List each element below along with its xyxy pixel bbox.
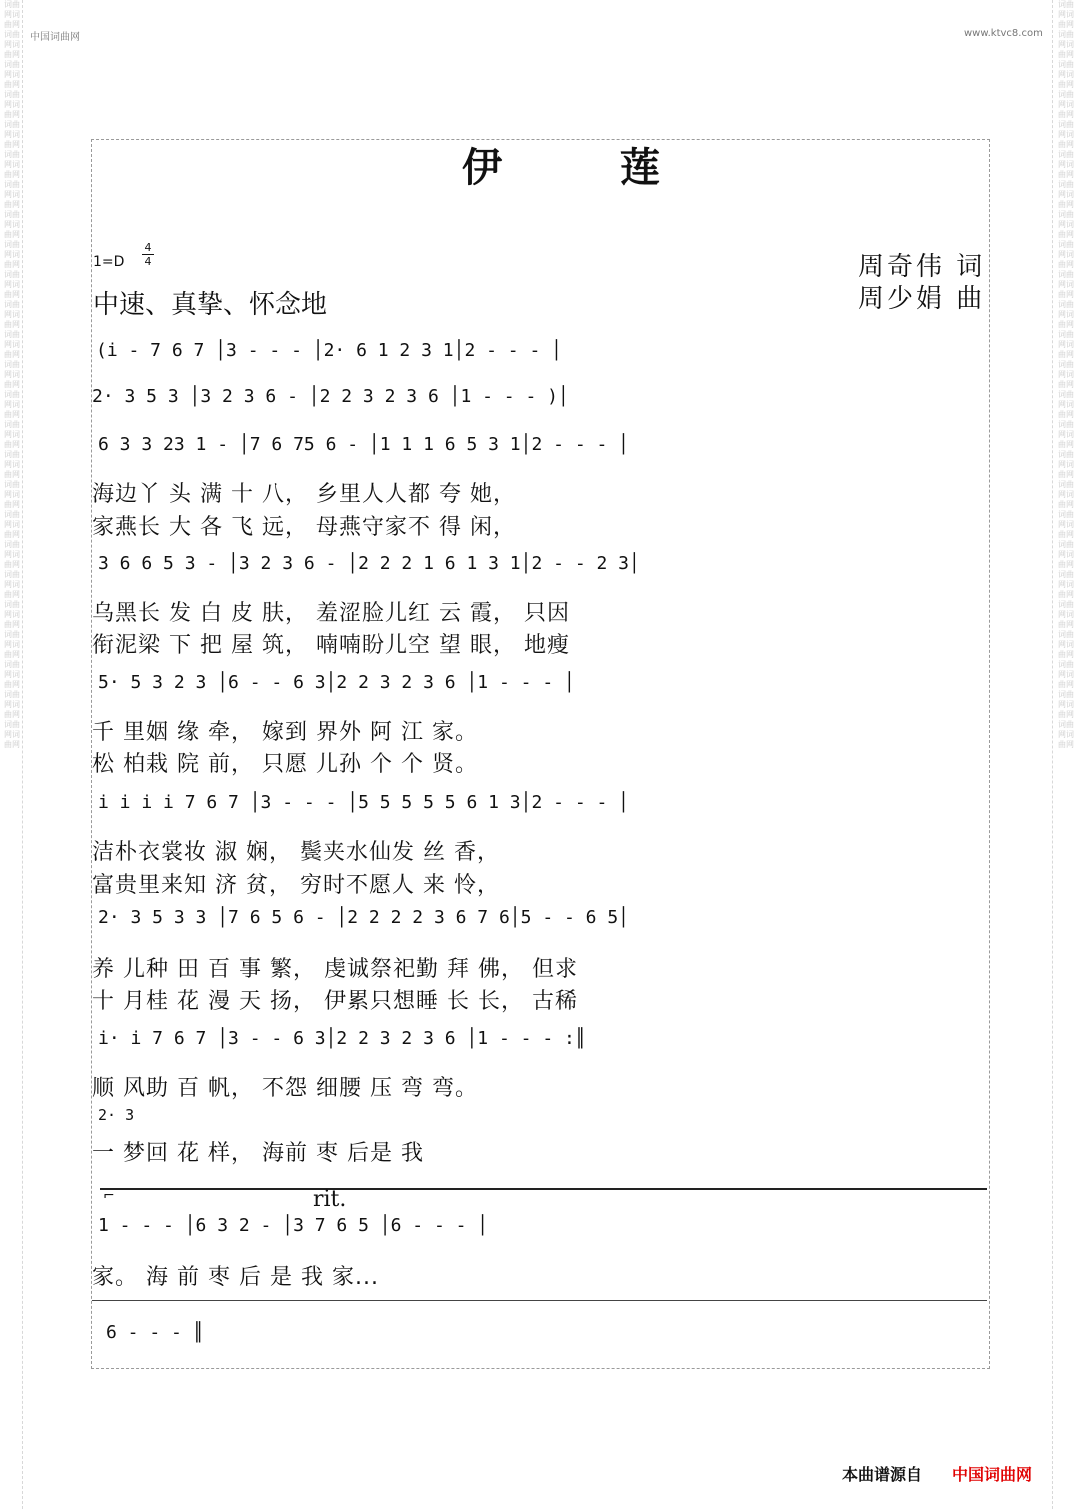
tempo-marking: 中速、真挚、怀念地	[93, 290, 328, 320]
source-label: 本曲谱源自	[842, 1465, 923, 1484]
final-tie-line	[92, 1300, 987, 1301]
lyric-line: 松 柏栽 院 前， 只愿 儿孙 个 个 贤。	[92, 752, 478, 777]
composer-credit: 周少娟 曲	[858, 284, 986, 314]
watermark-top-right: www.ktvc8.com	[964, 28, 1043, 39]
key-signature: 1=D	[93, 254, 125, 270]
notation-row-8: i· i 7 6 7 │3 - - 6 3│2 2 3 2 3 6 │1 - - - :║	[98, 1028, 586, 1049]
notation-row-1: (i - 7 6 7 │3 - - - │2· 6 1 2 3 1│2 - - - │	[96, 340, 562, 361]
time-signature	[142, 242, 154, 267]
notation-row-9: 1 - - - │6 3 2 - │3 7 6 5 │6 - - - │	[98, 1215, 489, 1236]
lyric-line: 十 月桂 花 漫 天 扬， 伊累只想睡 长 长， 古稀	[92, 989, 578, 1014]
lyric-line: 洁朴衣裳妆 淑 娴， 鬓夹水仙发 丝 香，	[92, 840, 500, 865]
lyricist-credit: 周奇伟 词	[858, 252, 986, 282]
lyric-line: 海边丫 头 满 十 八， 乡里人人都 夸 她，	[92, 482, 516, 507]
lyric-line: 顺 风助 百 帆， 不怨 细腰 压 弯 弯。	[92, 1076, 478, 1101]
watermark-top-left: 中国词曲网	[30, 32, 80, 43]
notation-row-5: 5· 5 3 2 3 │6 - - 6 3│2 2 3 2 3 6 │1 - - - │	[98, 672, 575, 693]
lyric-line: 养 儿种 田 百 事 繁， 虔诚祭祀勤 拜 佛， 但求	[92, 957, 578, 982]
volta-mark: ⌐	[103, 1188, 115, 1204]
lyric-line: 乌黑长 发 白 皮 肤， 羞涩脸儿红 云 霞， 只因	[92, 601, 570, 626]
lyric-line: 家燕长 大 各 飞 远， 母燕守家不 得 闲，	[92, 515, 516, 540]
side-rule-right	[1052, 0, 1053, 1509]
notation-row-10: 6 - - - ║	[106, 1322, 204, 1343]
side-watermark-right: 词曲网词曲网词曲网词曲网词曲网词曲网词曲网词曲网词曲网词曲网词曲网词曲网词曲网词曲网词曲网词曲网词曲网词曲网词曲网词曲网词曲网词曲网词曲网词曲网词曲网词曲网词曲网词曲网词曲网词曲网词曲网词曲网词曲网词曲网词曲网词曲网词曲网词曲网词曲网词曲网词曲网词曲网词曲网词曲网词曲网词曲网词曲网词曲网词曲网词曲网	[1058, 0, 1074, 749]
meter-top: 4	[144, 241, 152, 254]
alternate-notes: 2· 3	[98, 1106, 135, 1124]
lyric-line: 衔泥梁 下 把 屋 筑， 喃喃盼儿空 望 眼， 地瘦	[92, 633, 570, 658]
notation-row-3: 6 3 3 23 1 - │7 6 75 6 - │1 1 1 6 5 3 1│2 - - - │	[98, 434, 630, 455]
meter-bottom: 4	[144, 255, 152, 268]
lyric-line: 家。 海 前 枣 后 是 我 家...	[92, 1265, 379, 1290]
lyric-line: 富贵里来知 济 贫， 穷时不愿人 来 怜，	[92, 873, 500, 898]
notation-row-2: 2· 3 5 3 │3 2 3 6 - │2 2 3 2 3 6 │1 - - - )│	[92, 386, 569, 407]
side-watermark-left: 词曲网词曲网词曲网词曲网词曲网词曲网词曲网词曲网词曲网词曲网词曲网词曲网词曲网词曲网词曲网词曲网词曲网词曲网词曲网词曲网词曲网词曲网词曲网词曲网词曲网词曲网词曲网词曲网词曲网词曲网词曲网词曲网词曲网词曲网词曲网词曲网词曲网词曲网词曲网词曲网词曲网词曲网词曲网词曲网词曲网词曲网词曲网词曲网词曲网词曲网	[4, 0, 20, 749]
lyric-line: 一 梦回 花 样， 海前 枣 后是 我	[92, 1141, 424, 1166]
notation-row-4: 3 6 6 5 3 - │3 2 3 6 - │2 2 2 1 6 1 3 1│2 - - 2 3│	[98, 553, 640, 574]
volta-bracket-line	[100, 1188, 987, 1190]
source-site-name[interactable]: 中国词曲网	[952, 1465, 1033, 1484]
side-rule-left	[22, 0, 23, 1509]
rit-marking: rit.	[313, 1187, 347, 1212]
notation-row-6: i i i i 7 6 7 │3 - - - │5 5 5 5 5 6 1 3│2 - - - │	[98, 792, 630, 813]
lyric-line: 千 里姻 缘 牵， 嫁到 界外 阿 江 家。	[92, 720, 478, 745]
notation-row-7: 2· 3 5 3 3 │7 6 5 6 - │2 2 2 2 3 6 7 6│5 - - 6 5│	[98, 907, 630, 928]
song-title: 伊 莲	[462, 144, 712, 191]
